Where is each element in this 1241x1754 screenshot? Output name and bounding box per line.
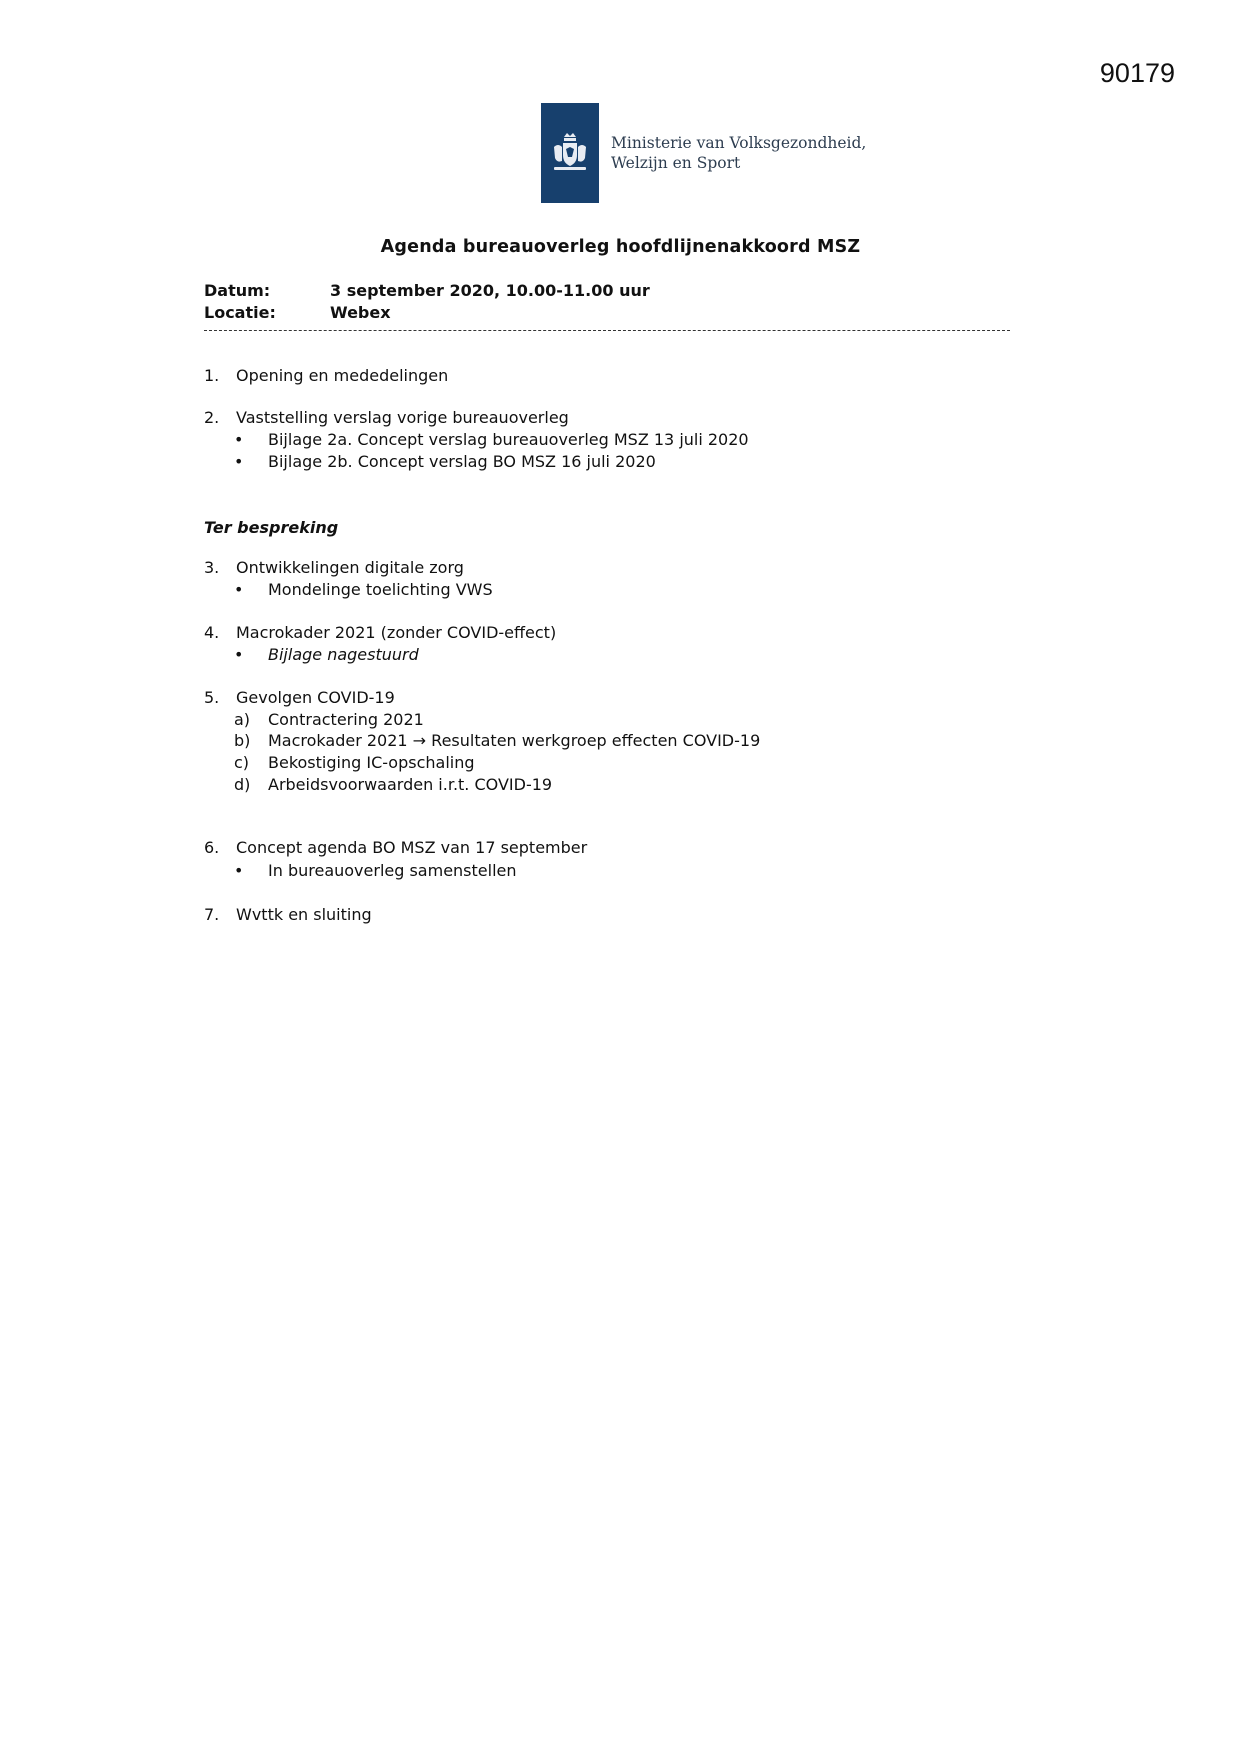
item-number: 1. bbox=[204, 366, 220, 385]
datum-label: Datum: bbox=[204, 281, 271, 300]
subitem-text: Contractering 2021 bbox=[268, 710, 424, 729]
datum-value: 3 september 2020, 10.00-11.00 uur bbox=[330, 281, 650, 300]
item-number: 5. bbox=[204, 688, 220, 707]
subitem-text: Mondelinge toelichting VWS bbox=[268, 580, 493, 599]
coat-of-arms-icon bbox=[541, 103, 599, 203]
subitem-text: Bijlage 2a. Concept verslag bureauoverleg MSZ 13 juli 2020 bbox=[268, 430, 749, 449]
item-text: Vaststelling verslag vorige bureauoverleg bbox=[236, 408, 569, 427]
item-text: Macrokader 2021 (zonder COVID-effect) bbox=[236, 623, 557, 642]
ministry-name-line-2: Welzijn en Sport bbox=[611, 154, 741, 172]
item-number: 3. bbox=[204, 558, 220, 577]
bullet-marker: • bbox=[234, 580, 244, 599]
subitem-text: Bekostiging IC-opschaling bbox=[268, 753, 475, 772]
bullet-marker: • bbox=[234, 430, 244, 449]
bullet-marker: • bbox=[234, 452, 244, 471]
item-number: 6. bbox=[204, 838, 220, 857]
item-number: 4. bbox=[204, 623, 220, 642]
subitem-text: Macrokader 2021 → Resultaten werkgroep effecten COVID-19 bbox=[268, 731, 761, 750]
item-text: Wvttk en sluiting bbox=[236, 905, 372, 924]
dashed-divider bbox=[204, 330, 1010, 331]
subitem-text: Arbeidsvoorwaarden i.r.t. COVID-19 bbox=[268, 775, 553, 794]
subitem-text: Bijlage 2b. Concept verslag BO MSZ 16 juli 2020 bbox=[268, 452, 656, 471]
agenda-title: Agenda bureauoverleg hoofdlijnenakkoord MSZ bbox=[380, 237, 861, 257]
section-heading: Ter bespreking bbox=[204, 518, 339, 537]
ministry-name bbox=[611, 133, 866, 173]
letter-marker: a) bbox=[234, 710, 251, 729]
item-text: Opening en mededelingen bbox=[236, 366, 449, 385]
item-number: 2. bbox=[204, 408, 220, 427]
item-text: Concept agenda BO MSZ van 17 september bbox=[236, 838, 588, 857]
letter-marker: c) bbox=[234, 753, 250, 772]
letter-marker: b) bbox=[234, 731, 251, 750]
item-text: Ontwikkelingen digitale zorg bbox=[236, 558, 464, 577]
ministry-logo bbox=[541, 103, 866, 203]
item-number: 7. bbox=[204, 905, 220, 924]
ministry-name-line-1: Ministerie van Volksgezondheid, bbox=[611, 134, 867, 152]
locatie-label: Locatie: bbox=[204, 303, 276, 322]
bullet-marker: • bbox=[234, 861, 244, 880]
locatie-value: Webex bbox=[330, 303, 391, 322]
item-text: Gevolgen COVID-19 bbox=[236, 688, 395, 707]
page-number: 90179 bbox=[1099, 58, 1175, 88]
letter-marker: d) bbox=[234, 775, 251, 794]
subitem-text: Bijlage nagestuurd bbox=[268, 645, 419, 664]
bullet-marker: • bbox=[234, 645, 244, 664]
subitem-text: In bureauoverleg samenstellen bbox=[268, 861, 517, 880]
